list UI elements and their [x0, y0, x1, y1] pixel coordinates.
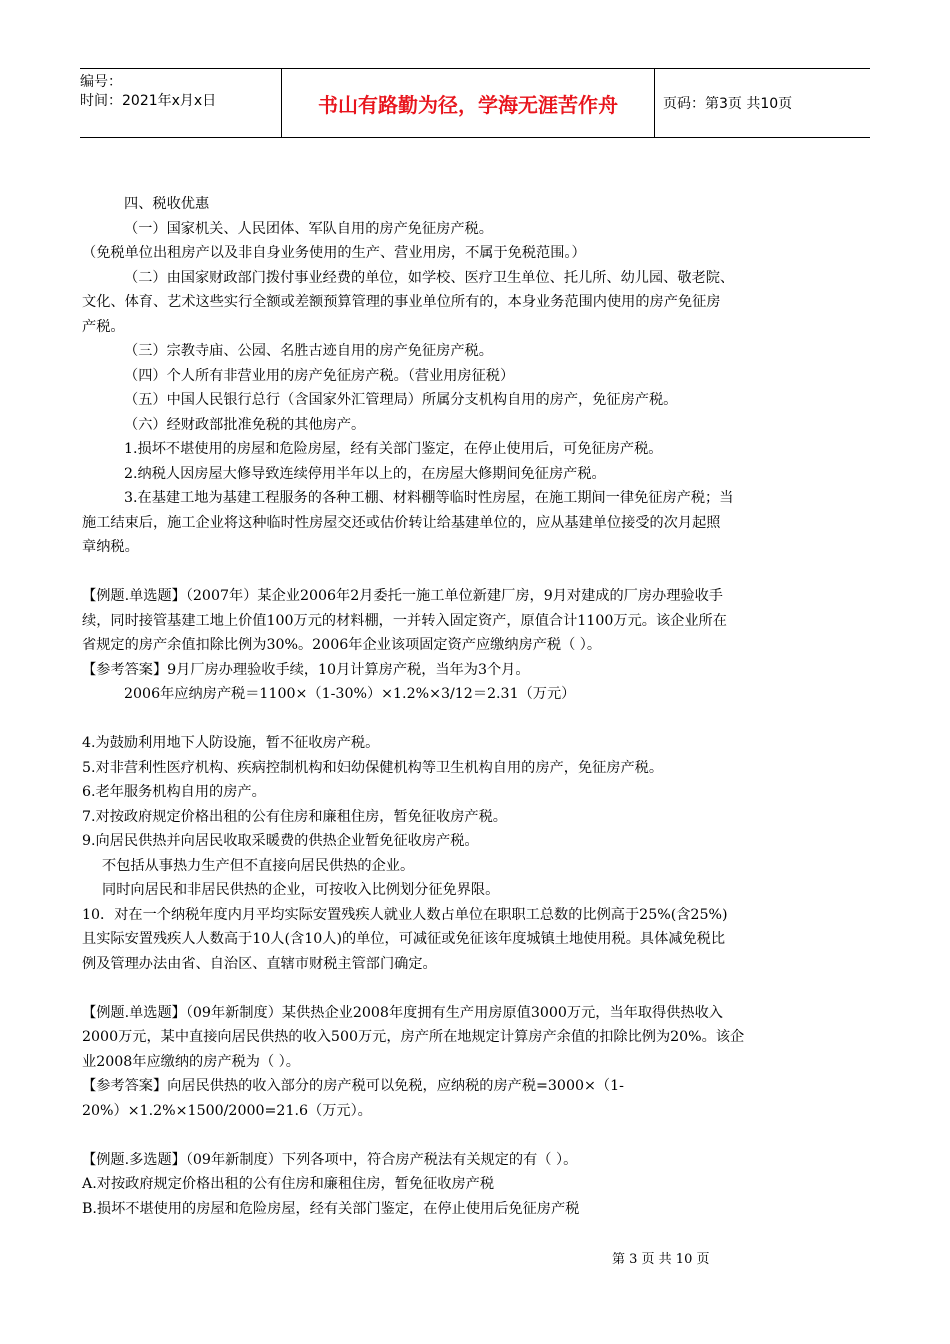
example-question: 2000万元，某中直接向居民供热的收入500万元，房产所在地规定计算房产余值的扣除比例为20%。该企 [82, 1029, 745, 1045]
example-answer: 2006年应纳房产税＝1100×（1-30%）×1.2%×3/12＝2.31（万元） [124, 686, 576, 702]
example-answer: 【参考答案】9月厂房办理验收手续，10月计算房产税，当年为3个月。 [82, 661, 530, 678]
paragraph: 6.老年服务机构自用的房产。 [82, 784, 266, 800]
example-question: 【例题.单选题】（09年新制度）某供热企业2008年度拥有生产用房原值3000万元，当年取得供热收入 [82, 1004, 723, 1021]
paragraph: （三）宗教寺庙、公园、名胜古迹自用的房产免征房产税。 [124, 343, 493, 359]
paragraph: 章纳税。 [82, 539, 139, 555]
header-page-info: 页码：第3页 共10页 [663, 96, 793, 112]
document-number-label: 编号： [80, 74, 122, 90]
paragraph: （一）国家机关、人民团体、军队自用的房产免征房产税。 [124, 220, 493, 237]
document-date-label: 时间：2021年x月x日 [80, 93, 217, 109]
paragraph: 1.损坏不堪使用的房屋和危险房屋，经有关部门鉴定，在停止使用后，可免征房产税。 [124, 441, 663, 457]
example-question: 续，同时接管基建工地上价值100万元的材料棚，一并转入固定资产，原值合计1100万元。该企业所在 [82, 612, 727, 629]
paragraph: 文化、体育、艺术这些实行全额或差额预算管理的事业单位所有的，本身业务范围内使用的房产免征房 [82, 294, 721, 310]
header-motto: 书山有路勤为径，学海无涯苦作舟 [281, 69, 655, 137]
paragraph: 2.纳税人因房屋大修导致连续停用半年以上的，在房屋大修期间免征房产税。 [124, 465, 606, 482]
section-title: 四、税收优惠 [124, 196, 210, 212]
paragraph: 例及管理办法由省、自治区、直辖市财税主管部门确定。 [82, 955, 437, 972]
example-question: 业2008年应缴纳的房产税为（ ）。 [82, 1053, 300, 1070]
paragraph: 产税。 [82, 318, 125, 335]
paragraph: （免税单位出租房产以及非自身业务使用的生产、营业用房，不属于免税范围。） [82, 245, 586, 261]
paragraph: 且实际安置残疾人人数高于10人(含10人)的单位，可减征或免征该年度城镇土地使用税。具体减免税比 [82, 931, 726, 947]
example-question: 省规定的房产余值扣除比例为30%。2006年企业该项固定资产应缴纳房产税（ ）。 [82, 637, 602, 653]
paragraph: 施工结束后，施工企业将这种临时性房屋交还或估价转让给基建单位的，应从基建单位接受的次月起照 [82, 514, 721, 531]
paragraph: 5.对非营利性医疗机构、疾病控制机构和妇幼保健机构等卫生机构自用的房产，免征房产税。 [82, 759, 664, 776]
paragraph: （六）经财政部批准免税的其他房产。 [124, 416, 366, 433]
example-question: 【例题.单选题】（2007年）某企业2006年2月委托一施工单位新建厂房，9月对建成的厂房办理验收手 [82, 588, 723, 604]
paragraph: （四）个人所有非营业用的房产免征房产税。（营业用房征税） [124, 367, 515, 384]
example-answer: 20%）×1.2%×1500/2000=21.6（万元）。 [82, 1102, 372, 1119]
paragraph: 9.向居民供热并向居民收取采暖费的供热企业暂免征收房产税。 [82, 833, 479, 849]
paragraph: 4.为鼓励利用地下人防设施，暂不征收房产税。 [82, 735, 380, 751]
answer-option-a: A.对按政府规定价格出租的公有住房和廉租住房，暂免征收房产税 [82, 1176, 495, 1192]
paragraph: （五）中国人民银行总行（含国家外汇管理局）所属分支机构自用的房产，免征房产税。 [124, 392, 678, 408]
paragraph: 同时向居民和非居民供热的企业，可按收入比例划分征免界限。 [102, 882, 500, 898]
answer-option-b: B.损坏不堪使用的房屋和危险房屋，经有关部门鉴定，在停止使用后免征房产税 [82, 1200, 580, 1217]
paragraph: 不包括从事热力生产但不直接向居民供热的企业。 [102, 857, 415, 874]
paragraph: （二）由国家财政部门拨付事业经费的单位，如学校、医疗卫生单位、托儿所、幼儿园、敬老院、 [124, 269, 735, 286]
paragraph: 3.在基建工地为基建工程服务的各种工棚、材料棚等临时性房屋，在施工期间一律免征房产税；当 [124, 490, 734, 506]
document-body [82, 192, 866, 1221]
example-question: 【例题.多选题】（09年新制度）下列各项中，符合房产税法有关规定的有（ ）。 [82, 1151, 578, 1168]
page-footer: 第 3 页 共 10 页 [612, 1252, 710, 1267]
example-answer: 【参考答案】向居民供热的收入部分的房产税可以免税，应纳税的房产税=3000×（1- [82, 1078, 624, 1094]
page-header [80, 68, 870, 138]
paragraph: 7.对按政府规定价格出租的公有住房和廉租住房，暂免征收房产税。 [82, 808, 507, 825]
paragraph: 10．对在一个纳税年度内月平均实际安置残疾人就业人数占单位在职职工总数的比例高于25%(含25%) [82, 906, 728, 923]
header-left [80, 69, 281, 137]
